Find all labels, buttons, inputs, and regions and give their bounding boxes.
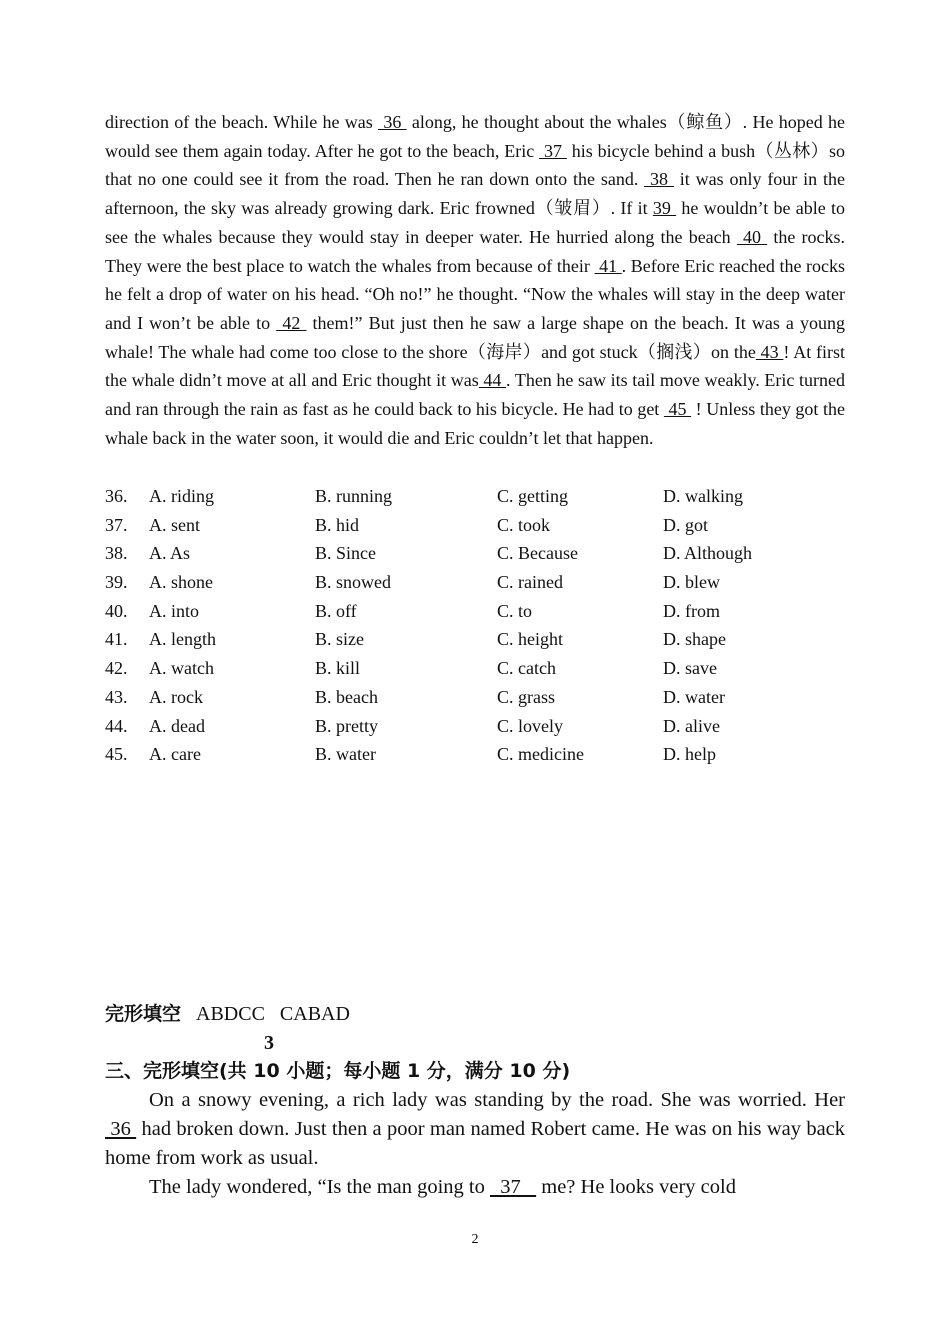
blank-44: 44	[478, 370, 507, 391]
option-b: B. kill	[315, 658, 361, 679]
option-row	[105, 740, 845, 769]
section-number: 3	[264, 1032, 274, 1054]
paragraph	[105, 1086, 845, 1173]
question-number: 36.	[105, 486, 128, 506]
option-d: D. shape	[663, 629, 726, 650]
question-number: 40.	[105, 600, 128, 621]
question-number: 45.	[105, 744, 128, 765]
blank-39: 39	[652, 198, 677, 219]
passage-text: it was only four in the afternoon, the sky was already growing dark. Eric frowned（皱眉）. If it	[105, 169, 845, 219]
option-row	[105, 683, 845, 712]
option-d: D. alive	[663, 715, 720, 736]
option-a: A. watch	[149, 658, 214, 679]
options-list	[105, 482, 845, 769]
option-a: A. length	[149, 629, 216, 650]
question-number: 44.	[105, 715, 128, 736]
answer-key-part2: CABAD	[279, 1003, 350, 1025]
option-b: B. beach	[315, 686, 378, 707]
option-a: A. As	[149, 543, 191, 564]
option-row	[105, 712, 845, 741]
paragraph	[105, 1173, 845, 1202]
passage-text: direction of the beach. While he was	[105, 112, 379, 132]
option-c: C. took	[497, 514, 551, 535]
option-c: C. catch	[497, 658, 556, 679]
option-d: D. walking	[663, 486, 743, 506]
answer-key-label: 完形填空	[105, 1003, 182, 1025]
blank-42: 42	[276, 312, 307, 333]
option-a: A. rock	[149, 686, 203, 707]
question-number: 39.	[105, 572, 128, 593]
option-c: C. height	[497, 629, 563, 650]
section-heading: 三、完形填空(共 10 小题；每小题 1 分，满分 10 分)	[105, 1060, 571, 1082]
blank-36: 36	[378, 112, 407, 132]
option-d: D. from	[663, 600, 720, 621]
option-a: A. riding	[149, 486, 214, 506]
question-number: 43.	[105, 686, 128, 707]
option-a: A. care	[149, 744, 201, 765]
option-b: B. off	[315, 600, 357, 621]
passage-text: ! At first the whale didn’t move at all and Eric thought it was	[105, 341, 845, 391]
option-a: A. shone	[149, 572, 213, 593]
option-c: C. grass	[497, 686, 555, 707]
option-d: D. Although	[663, 543, 753, 564]
passage-text: along, he thought about the whales（鲸鱼）. He hoped he would see them again today. After he got to the beach, Eric	[105, 112, 845, 161]
option-row	[105, 511, 845, 540]
blank-37: 37	[539, 140, 567, 161]
question-number: 37.	[105, 514, 128, 535]
question-number: 42.	[105, 658, 128, 679]
option-b: B. hid	[315, 514, 360, 535]
answer-key	[105, 1000, 350, 1028]
blank-36: 36	[105, 1118, 137, 1140]
answer-key-part1: ABDCC	[196, 1003, 265, 1025]
option-c: C. to	[497, 600, 533, 621]
passage-text: The lady wondered, “Is the man going to	[149, 1176, 491, 1198]
question-number: 38.	[105, 543, 128, 564]
passage-text: me? He looks very cold	[536, 1176, 736, 1198]
option-c: C. getting	[497, 486, 568, 506]
option-a: A. into	[149, 600, 200, 621]
blank-41: 41	[594, 255, 622, 276]
blank-45: 45	[663, 399, 692, 420]
passage-text: the rocks. They were the best place to watch the whales from because of their	[105, 226, 845, 276]
blank-38: 38	[644, 169, 674, 190]
option-c: C. lovely	[497, 715, 563, 736]
option-row	[105, 482, 845, 511]
option-d: D. blew	[663, 572, 720, 593]
option-row	[105, 568, 845, 597]
option-c: C. Because	[497, 543, 578, 564]
option-d: D. got	[663, 514, 708, 535]
passage-text: had broken down. Just then a poor man named Robert came. He was on his way back home from work as usual.	[105, 1118, 846, 1169]
option-a: A. dead	[149, 715, 205, 736]
option-c: C. rained	[497, 572, 563, 593]
option-row	[105, 625, 845, 654]
option-b: B. size	[315, 629, 364, 650]
passage-text: his bicycle behind a bush（丛林）so that no one could see it from the road. Then he ran down onto the sand.	[105, 140, 846, 190]
passage-text: On a snowy evening, a rich lady was standing by the road. She was worried. Her	[149, 1089, 845, 1111]
option-d: D. save	[663, 658, 717, 679]
option-c: C. medicine	[497, 744, 584, 765]
option-b: B. pretty	[315, 715, 378, 736]
option-b: B. water	[315, 744, 376, 765]
passage-text: them!” But just then he saw a large shape on the beach. It was a young whale! The whale had come too close to the shore（海岸）and got stuck（搁浅）on the	[105, 312, 846, 362]
blank-43: 43	[755, 341, 784, 362]
passage-text: ! Unless they got the whale back in the water soon, it would die and Eric couldn’t let that happen.	[105, 399, 846, 448]
option-row	[105, 654, 845, 683]
option-b: B. snowed	[315, 572, 391, 593]
question-number: 41.	[105, 629, 128, 650]
option-row	[105, 597, 845, 626]
cloze-passage	[105, 108, 845, 452]
passage-text: he wouldn’t be able to see the whales because they would stay in deeper water. He hurried along the beach	[105, 198, 846, 247]
option-a: A. sent	[149, 514, 200, 535]
option-row	[105, 539, 845, 568]
option-b: B. Since	[315, 543, 376, 564]
blank-37: 37	[490, 1176, 537, 1198]
option-d: D. help	[663, 744, 716, 765]
blank-40: 40	[736, 226, 768, 247]
page-number: 2	[471, 1232, 479, 1247]
option-b: B. running	[315, 486, 393, 506]
option-d: D. water	[663, 686, 725, 707]
passage-text: . Before Eric reached the rocks he felt a drop of water on his head. “Oh no!” he thought. “Now the whales will stay in the deep water and I won’t be able to	[105, 255, 846, 333]
cloze-passage-2	[105, 1086, 845, 1202]
passage-text: . Then he saw its tail move weakly. Eric turned and ran through the rain as fast as he could back to his bicycle. He had to get	[105, 370, 846, 420]
